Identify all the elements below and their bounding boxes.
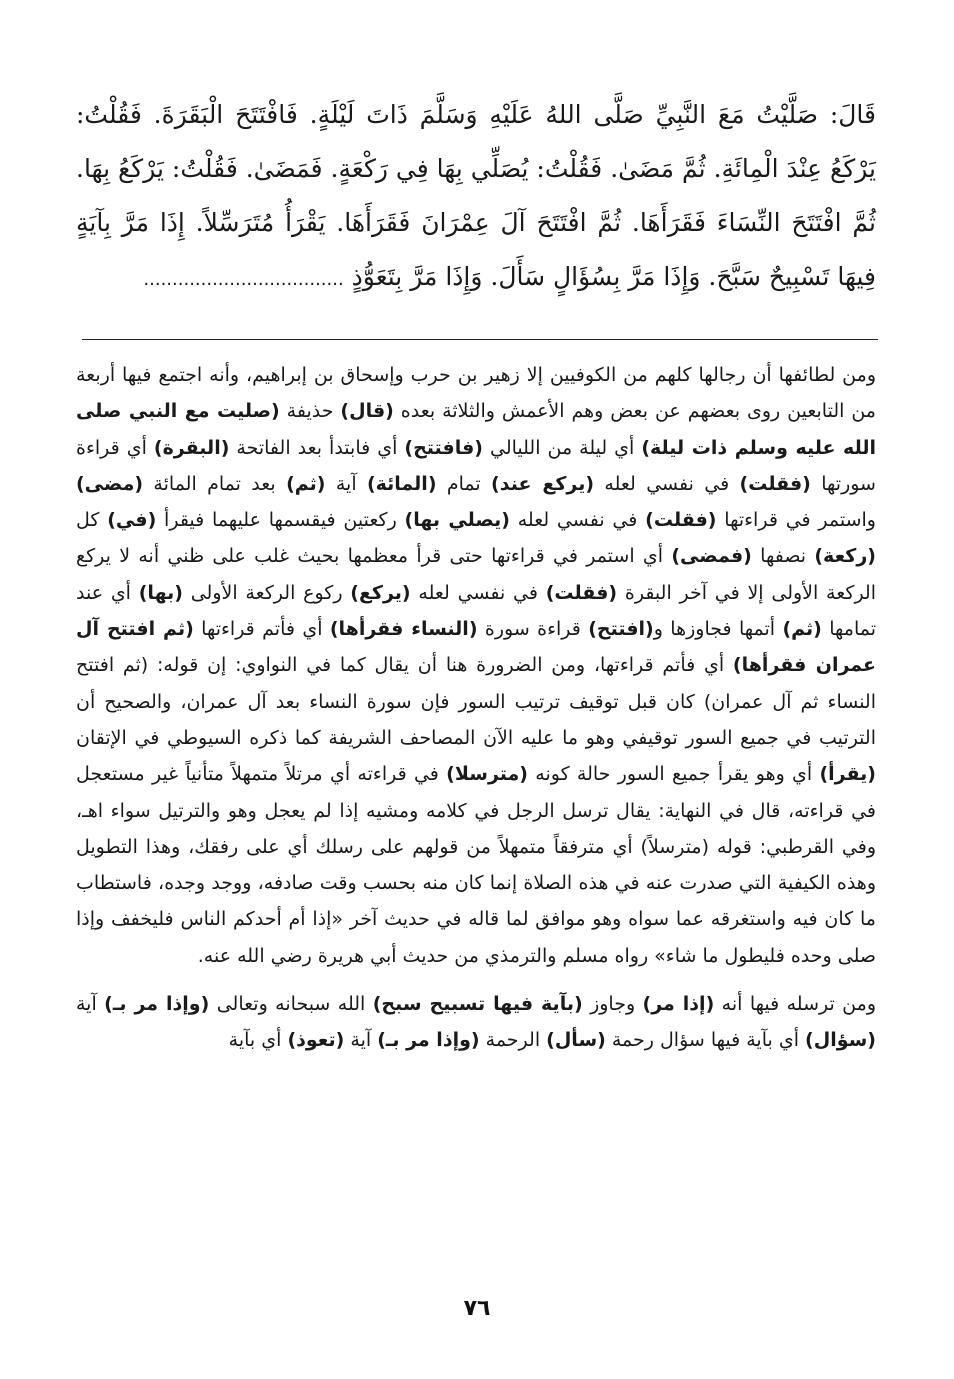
commentary-text: أي بآية xyxy=(228,1029,288,1052)
commentary-text: بعد تمام المائة xyxy=(143,472,287,495)
commentary-paragraph-2 xyxy=(76,986,876,1059)
commentary-text: نصفها xyxy=(751,545,815,568)
commentary-text: في نفسي لعله xyxy=(594,472,740,495)
commentary-text: قراءة سورة xyxy=(477,618,589,641)
quoted-term: (النساء فقرأها) xyxy=(329,618,478,641)
commentary-text: في نفسي لعله xyxy=(509,509,646,532)
quoted-term: (يصلي بها) xyxy=(404,509,510,532)
commentary-text: كل xyxy=(76,509,108,532)
quoted-term: (سأل) xyxy=(546,1029,606,1052)
page-number: ٧٦ xyxy=(463,1296,491,1321)
commentary xyxy=(76,357,876,1059)
commentary-text: تمام xyxy=(436,472,492,495)
commentary-text: أي عند تمامها xyxy=(76,581,877,641)
commentary-text: واستمر في قراءتها xyxy=(716,509,876,532)
commentary-paragraph-1 xyxy=(76,357,876,974)
quoted-term: (يقرأ) xyxy=(819,763,876,786)
quoted-term: (المائة) xyxy=(366,472,437,495)
commentary-text: ومن ترسله فيها أنه xyxy=(714,993,877,1016)
quoted-term: (ثم افتتح آل عمران فقرأها) xyxy=(76,618,876,677)
hadith-text xyxy=(76,88,876,307)
commentary-text: أي فابتدأ بعد الفاتحة xyxy=(229,436,405,459)
commentary-text: أي بآية فيها سؤال رحمة xyxy=(605,1029,806,1052)
commentary-text: أي ليلة من الليالي xyxy=(482,436,642,459)
quoted-term: (يركع) xyxy=(350,581,411,604)
quoted-term: (مترسلا) xyxy=(446,763,528,786)
commentary-text: آية xyxy=(344,1029,378,1052)
commentary-text: الرحمة xyxy=(479,1029,547,1052)
quoted-term: (فافتتح) xyxy=(404,436,483,459)
commentary-text: أي فأتم قراءتها xyxy=(193,618,330,641)
commentary-text: أي فأتم قراءتها، ومن الضرورة هنا أن يقال كما في النواوي: إن قوله: (ثم افتتح النساء ثم آل عمران) كان قبل توقيف ترتيب السور فإن سورة النساء بعد آل عمران، والصحيح أن الترتيب في جميع السور توقيفي وهو ما عليه الآن المصاحف الشريفة كما ذكره السيوطي في الإتقان xyxy=(76,654,876,749)
commentary-text: ركوع الركعة الأولى xyxy=(182,581,351,604)
quoted-term: (افتتح) xyxy=(588,618,654,641)
quoted-term: (صليت مع النبي صلى الله عليه وسلم ذات ليلة) xyxy=(76,400,876,459)
quoted-term: (ركعة) xyxy=(814,545,876,568)
quoted-term: (سؤال) xyxy=(805,1029,876,1052)
quoted-term: (في) xyxy=(107,509,157,532)
quoted-term: (ثم) xyxy=(286,472,326,495)
commentary-text: أي وهو يقرأ جميع السور حالة كونه xyxy=(528,763,820,786)
quoted-term: (يركع عند) xyxy=(491,472,595,495)
quoted-term: (إذا مر) xyxy=(642,993,715,1016)
quoted-term: (البقرة) xyxy=(153,436,230,459)
quoted-term: (مضى) xyxy=(76,472,144,495)
commentary-text: أي استمر في قراءتها حتى قرأ معظمها بحيث غلب على ظني أنه لا يركع الركعة الأولى إلا في آخر البقرة xyxy=(76,545,876,604)
quoted-term: (وإذا مر بـ) xyxy=(377,1029,480,1052)
quoted-term: (فمضى) xyxy=(671,545,752,568)
commentary-text: في قراءته أي مرتلاً متمهلاً متأنياً غير مستعجل في قراءته، قال في النهاية: يقال ترسل الرجل في كلامه ومشيه إذا لم يعجل وهو والترتيل سواء اهـ، وفي القرطبي: قوله (مترسلاً) أي مترفقاً متمهلاً من قولهم على رسلك أي على رفقك، وهذا التطويل وهذه الكيفية التي صدرت عنه في هذه الصلاة إنما كان منه بحسب وقت صادفه، ووجد وجده، فاستطاب ما كان فيه واستغرقه عما سواه وهو موافق لما قاله في حديث آخر «إذا أم أحدكم الناس فليخفف وإذا صلى وحده فليطول ما شاء» رواه مسلم والترمذي من حديث أبي هريرة رضي الله عنه. xyxy=(76,763,876,967)
commentary-text: ركعتين فيقسمها عليهما فيقرأ xyxy=(156,509,405,532)
quoted-term: (بآية فيها تسبيح سبح) xyxy=(372,993,583,1016)
quoted-term: (ثم) xyxy=(782,618,822,641)
quoted-term: (قال) xyxy=(340,400,394,423)
commentary-text: حذيفة xyxy=(279,400,341,423)
quoted-term: (فقلت) xyxy=(645,509,717,532)
quoted-term: (وإذا مر بـ) xyxy=(104,993,210,1016)
hadith-ellipsis: ................................... xyxy=(143,269,344,290)
commentary-text: ومن لطائفها أن رجالها كلهم من الكوفيين إلا زهير بن حرب وإسحاق بن إبراهيم، وأنه اجتمع فيها أربعة من التابعين روى بعضهم عن بعض وهم الأعمش والثلاثة بعده xyxy=(76,364,876,423)
commentary-text: أي قراءة سورتها xyxy=(76,436,876,495)
commentary-text: وجاوز xyxy=(582,993,643,1016)
quoted-term: (بها) xyxy=(138,581,183,604)
quoted-term: (تعوذ) xyxy=(287,1029,345,1052)
quoted-term: (فقلت) xyxy=(739,472,811,495)
commentary-text: أتمها فجاوزها و xyxy=(653,618,783,641)
commentary-text: آية xyxy=(76,993,105,1016)
hadith-body: قَالَ: صَلَّيْتُ مَعَ النَّبِيِّ صَلَّى اللهُ عَلَيْهِ وَسَلَّمَ ذَاتَ لَيْلَةٍ. فَافْتَتَحَ الْبَقَرَةَ. فَقُلْتُ: يَرْكَعُ عِنْدَ الْمِائَةِ. ثُمَّ مَضَىٰ. فَقُلْتُ: يُصَلِّي بِهَا فِي رَكْعَةٍ. فَمَضَىٰ. فَقُلْتُ: يَرْكَعُ بِهَا. ثُمَّ افْتَتَحَ النِّسَاءَ فَقَرَأَهَا. ثُمَّ افْتَتَحَ آلَ عِمْرَانَ فَقَرَأَهَا. يَقْرَأُ مُتَرَسِّلاً. إِذَا مَرَّ بِآيَةٍ فِيهَا تَسْبِيحٌ سَبَّحَ. وَإِذَا مَرَّ بِسُؤَالٍ سَأَلَ. وَإِذَا مَرَّ بِتَعَوُّذٍ xyxy=(76,100,876,291)
commentary-text: الله سبحانه وتعالى xyxy=(209,993,373,1016)
footnote-divider xyxy=(82,339,878,340)
commentary-text: في نفسي لعله xyxy=(410,581,546,604)
commentary-text: آية xyxy=(325,472,367,495)
quoted-term: (فقلت) xyxy=(545,581,618,604)
